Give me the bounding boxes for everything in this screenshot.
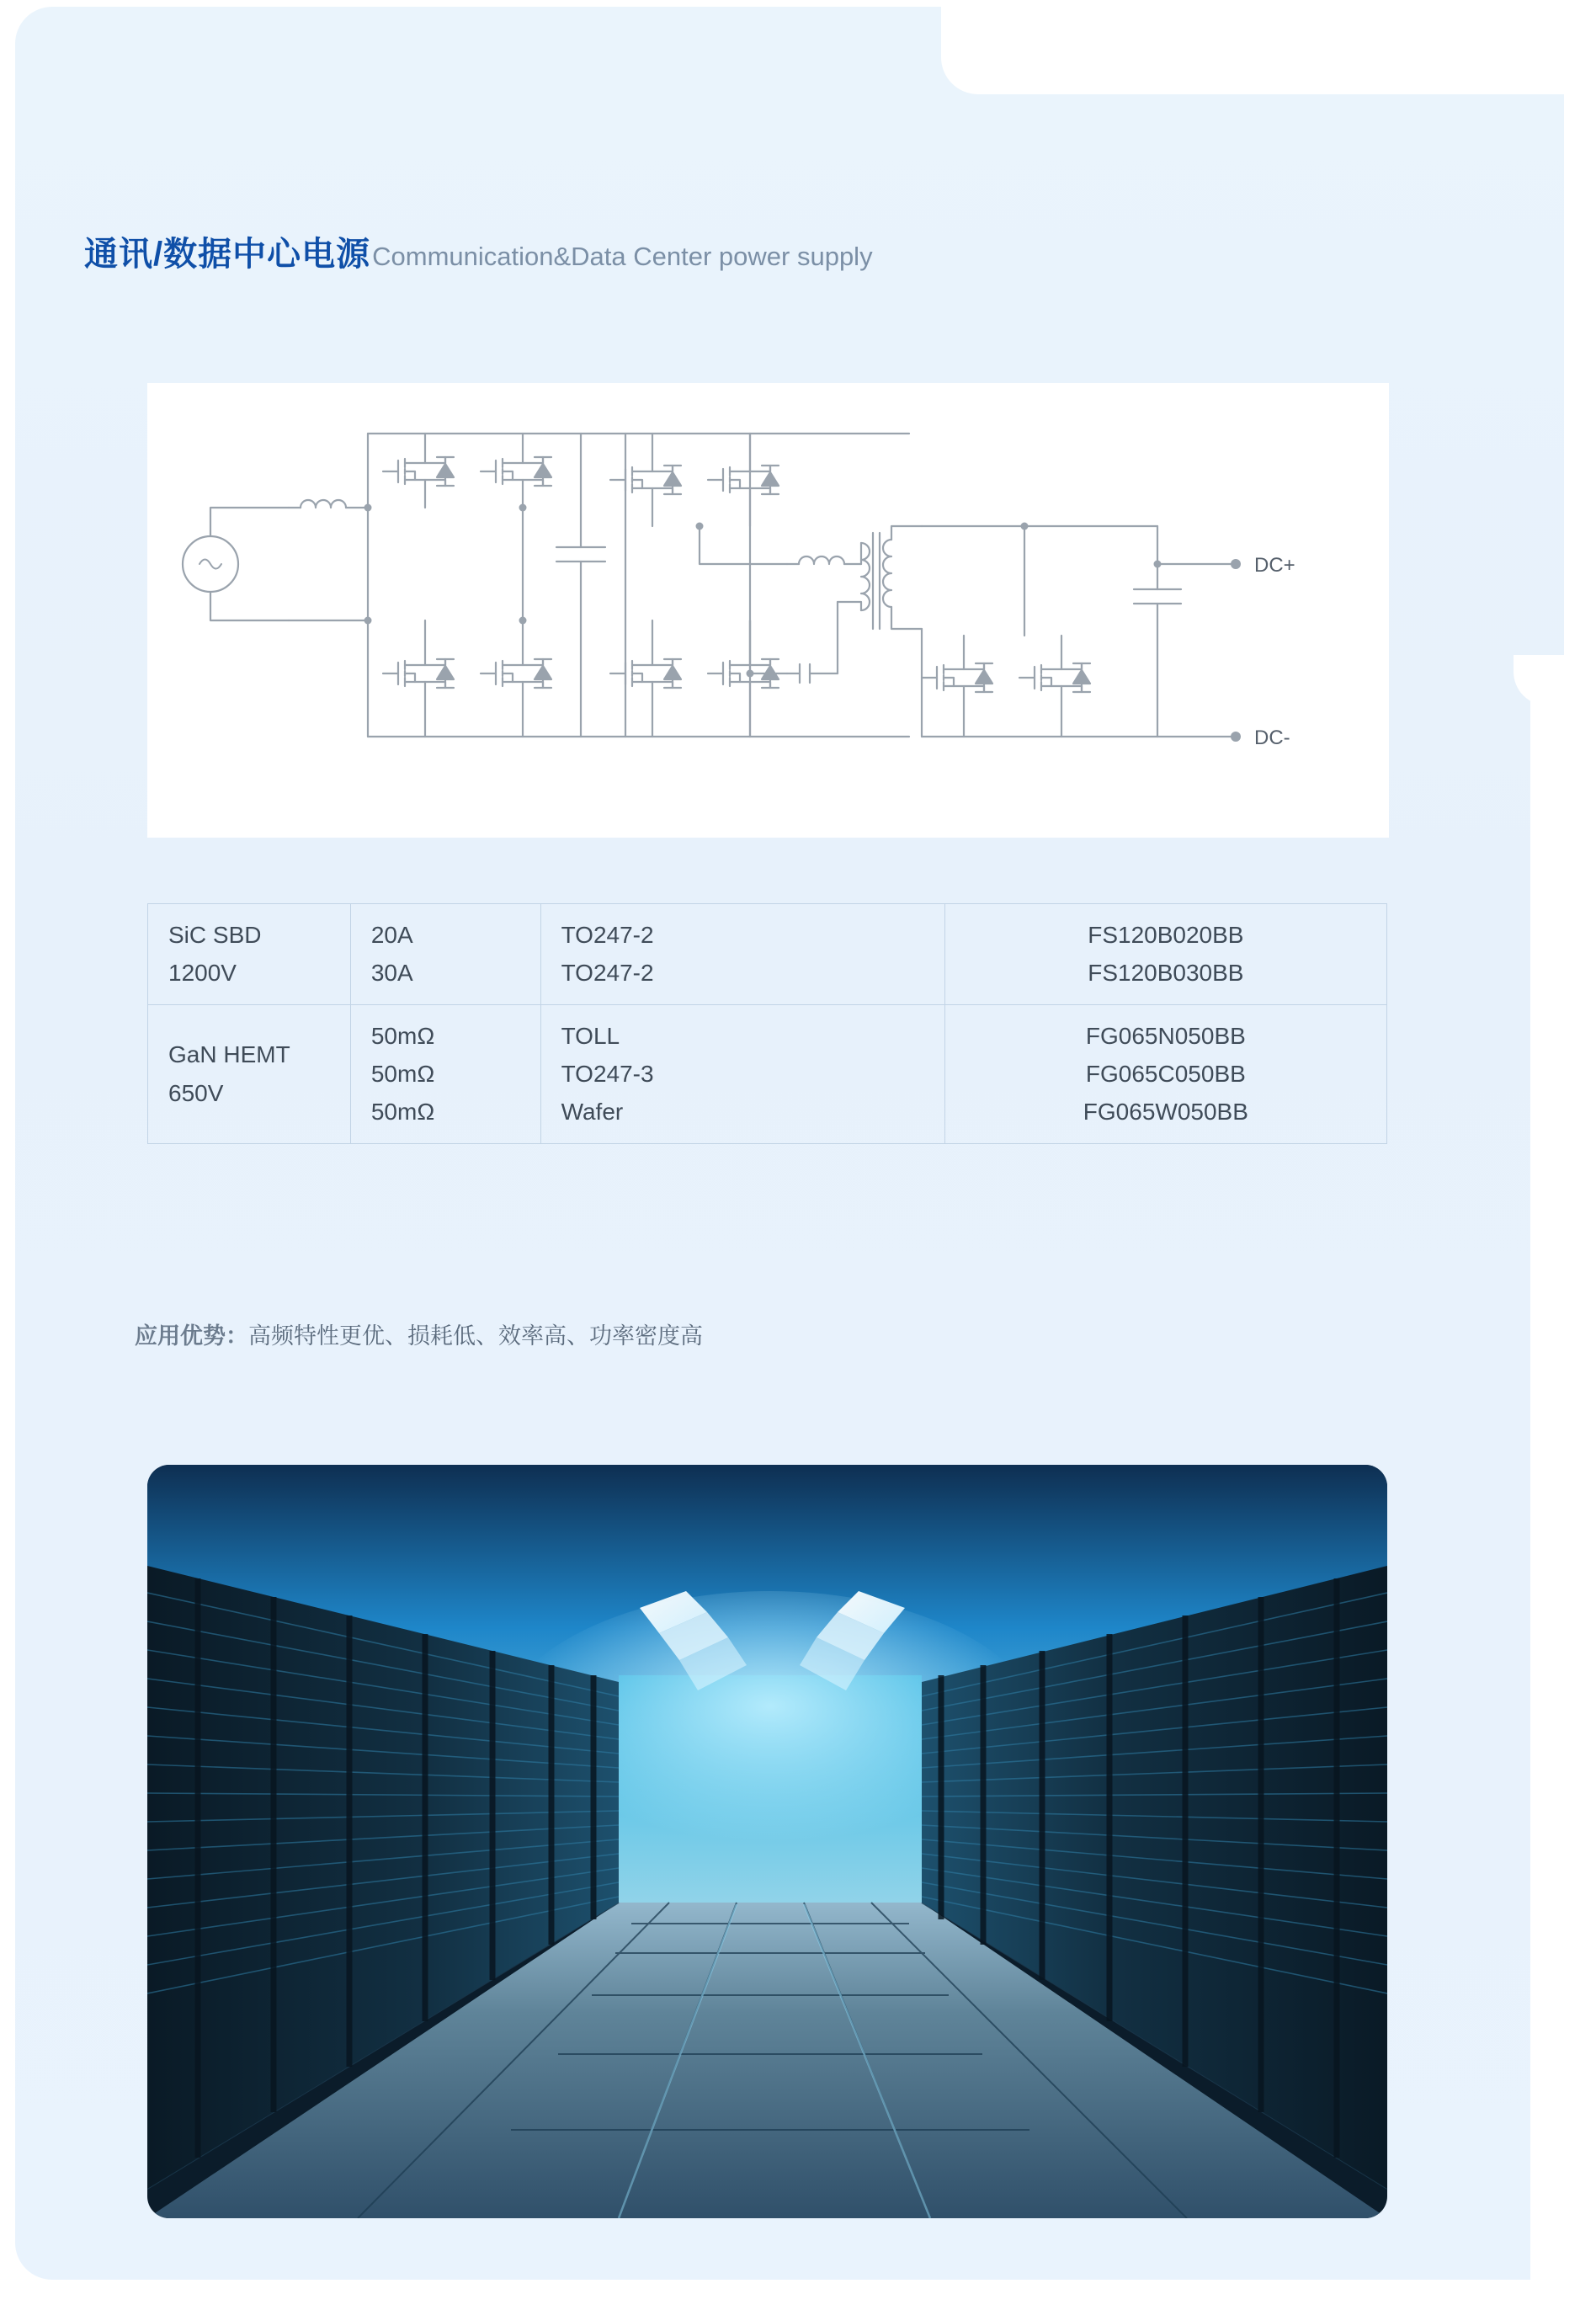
application-advantage bbox=[135, 1317, 703, 1350]
top-right-notch bbox=[941, 7, 1564, 94]
page-title-en: Communication&Data Center power supply bbox=[372, 242, 873, 271]
device-voltage: 1200V bbox=[168, 960, 237, 987]
advantage-label: 应用优势： bbox=[135, 1323, 248, 1349]
cell-part-numbers bbox=[944, 904, 1386, 1005]
spec-table bbox=[147, 903, 1387, 1144]
package-value: TO247-2 bbox=[561, 960, 654, 987]
cell-packages bbox=[540, 904, 944, 1005]
package-value: Wafer bbox=[561, 1099, 624, 1126]
cell-part-numbers bbox=[944, 1004, 1386, 1143]
part-number: FG065N050BB bbox=[1085, 1022, 1246, 1049]
part-number: FG065W050BB bbox=[1083, 1099, 1248, 1126]
package-value: TOLL bbox=[561, 1022, 620, 1049]
rating-value: 50mΩ bbox=[370, 1022, 435, 1049]
part-number: FS120B020BB bbox=[1088, 922, 1244, 948]
page-title bbox=[84, 227, 873, 275]
advantage-text: 高频特性更优、损耗低、效率高、功率密度高 bbox=[248, 1323, 703, 1349]
part-number: FS120B030BB bbox=[1088, 960, 1244, 987]
cell-packages bbox=[540, 1004, 944, 1143]
data-center-photo bbox=[147, 1465, 1387, 2218]
cell-device bbox=[148, 1004, 351, 1143]
table-row bbox=[148, 904, 1387, 1005]
rating-value: 20A bbox=[370, 922, 413, 948]
page-title-cn: 通讯/数据中心电源 bbox=[84, 236, 371, 273]
package-value: TO247-3 bbox=[561, 1061, 654, 1088]
device-voltage: 650V bbox=[168, 1079, 224, 1106]
right-step bbox=[1530, 680, 1564, 2280]
rating-value: 50mΩ bbox=[370, 1061, 435, 1088]
part-number: FG065C050BB bbox=[1085, 1061, 1246, 1088]
device-name: SiC SBD bbox=[168, 922, 262, 948]
rating-value: 30A bbox=[370, 960, 413, 987]
table-row bbox=[148, 1004, 1387, 1143]
cell-device bbox=[148, 904, 351, 1005]
package-value: TO247-2 bbox=[561, 922, 654, 948]
cell-ratings bbox=[350, 904, 540, 1005]
dc-plus-label: DC+ bbox=[1254, 554, 1295, 577]
cell-ratings bbox=[350, 1004, 540, 1143]
circuit-diagram-panel bbox=[147, 383, 1389, 838]
rating-value: 50mΩ bbox=[370, 1099, 435, 1126]
dc-minus-label: DC- bbox=[1254, 727, 1290, 749]
device-name: GaN HEMT bbox=[168, 1041, 290, 1068]
